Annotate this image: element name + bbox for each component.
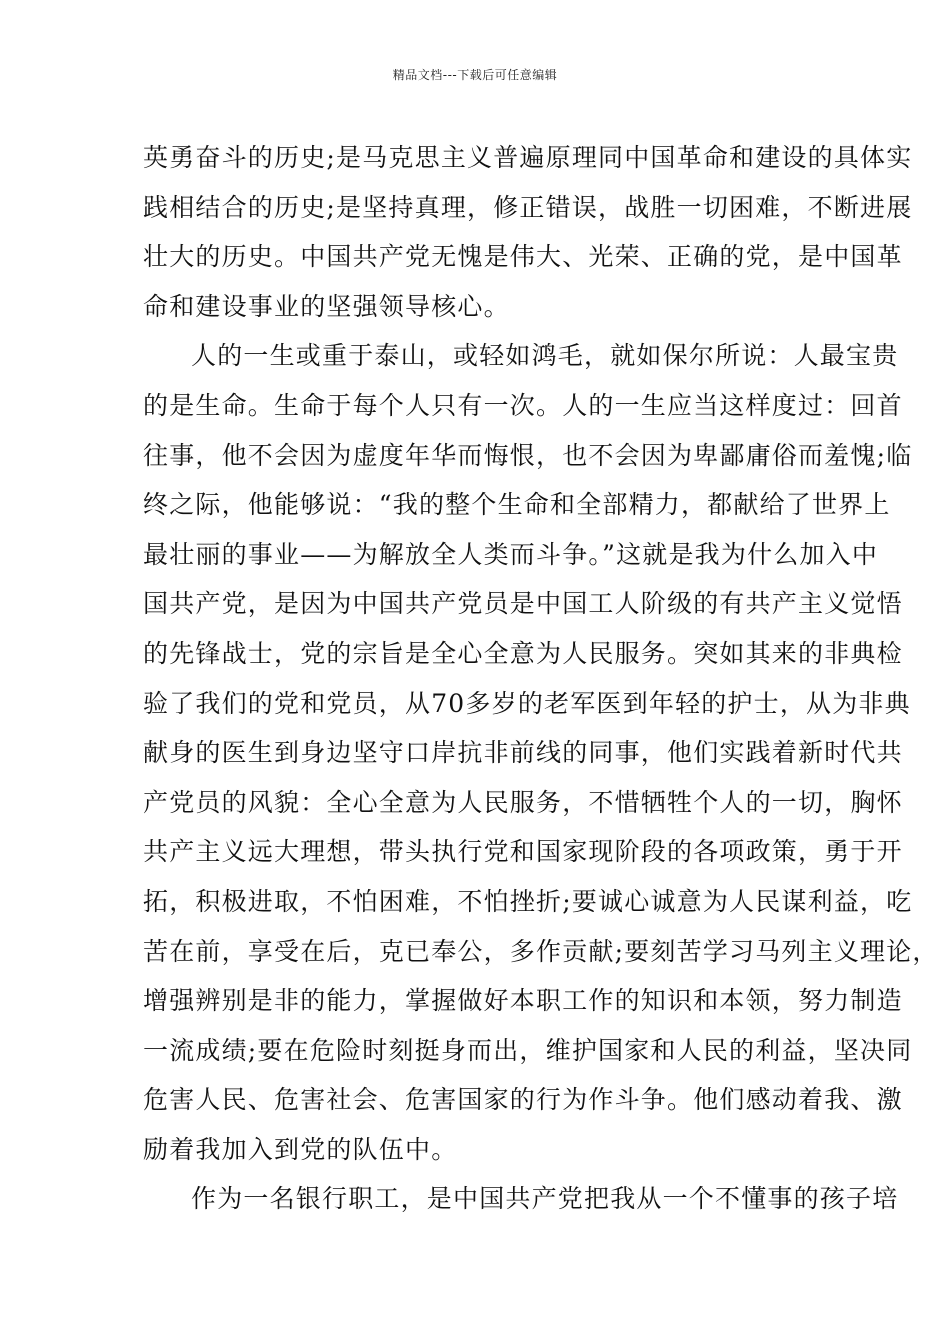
text-line: 共产主义远大理想，带头执行党和国家现阶段的各项政策，勇于开: [143, 837, 903, 867]
paragraph-2: [143, 331, 939, 1174]
paragraph-1: [143, 133, 913, 331]
page-header: 精品文档---下载后可任意编辑: [392, 68, 558, 82]
text-line: 人的一生或重于泰山，或轻如鸿毛，就如保尔所说：人最宝贵: [191, 341, 899, 371]
text-line: 往事，他不会因为虚度年华而悔恨，也不会因为卑鄙庸俗而羞愧;临: [143, 440, 913, 470]
text-line: 增强辨别是非的能力，掌握做好本职工作的知识和本领，努力制造: [143, 986, 903, 1016]
text-line: 拓，积极进取，不怕困难，不怕挫折;要诚心诚意为人民谋利益，吃: [143, 886, 913, 916]
text-line: 命和建设事业的坚强领导核心。: [143, 291, 510, 321]
text-line: 验了我们的党和党员，从70多岁的老军医到年轻的护士，从为非典: [143, 688, 911, 718]
text-line: 国共产党，是因为中国共产党员是中国工人阶级的有共产主义觉悟: [143, 589, 903, 619]
text-line: 危害人民、危害社会、危害国家的行为作斗争。他们感动着我、激: [143, 1085, 903, 1115]
text-line: 献身的医生到身边坚守口岸抗非前线的同事，他们实践着新时代共: [143, 738, 903, 768]
text-line: 终之际，他能够说：“我的整个生命和全部精力，都献给了世界上: [143, 490, 891, 520]
document-body: [143, 133, 939, 1224]
text-line: 践相结合的历史;是坚持真理，修正错误，战胜一切困难，不断进展: [143, 192, 913, 222]
text-line: 的是生命。生命于每个人只有一次。人的一生应当这样度过：回首: [143, 390, 903, 420]
text-line: 的先锋战士，党的宗旨是全心全意为人民服务。突如其来的非典检: [143, 638, 903, 668]
text-line: 壮大的历史。中国共产党无愧是伟大、光荣、正确的党，是中国革: [143, 242, 903, 272]
text-line: 作为一名银行职工，是中国共产党把我从一个不懂事的孩子培: [191, 1184, 899, 1214]
text-line: 一流成绩;要在危险时刻挺身而出，维护国家和人民的利益，坚决同: [143, 1035, 913, 1065]
paragraph-3: [143, 1174, 899, 1224]
text-line: 产党员的风貌：全心全意为人民服务，不惜牺牲个人的一切，胸怀: [143, 787, 903, 817]
text-line: 最壮丽的事业——为解放全人类而斗争。”这就是我为什么加入中: [143, 539, 879, 569]
text-line: 苦在前，享受在后，克已奉公，多作贡献;要刻苦学习马列主义理论，: [143, 936, 939, 966]
text-line: 励着我加入到党的队伍中。: [143, 1134, 458, 1164]
text-line: 英勇奋斗的历史;是马克思主义普遍原理同中国革命和建设的具体实: [143, 143, 913, 172]
